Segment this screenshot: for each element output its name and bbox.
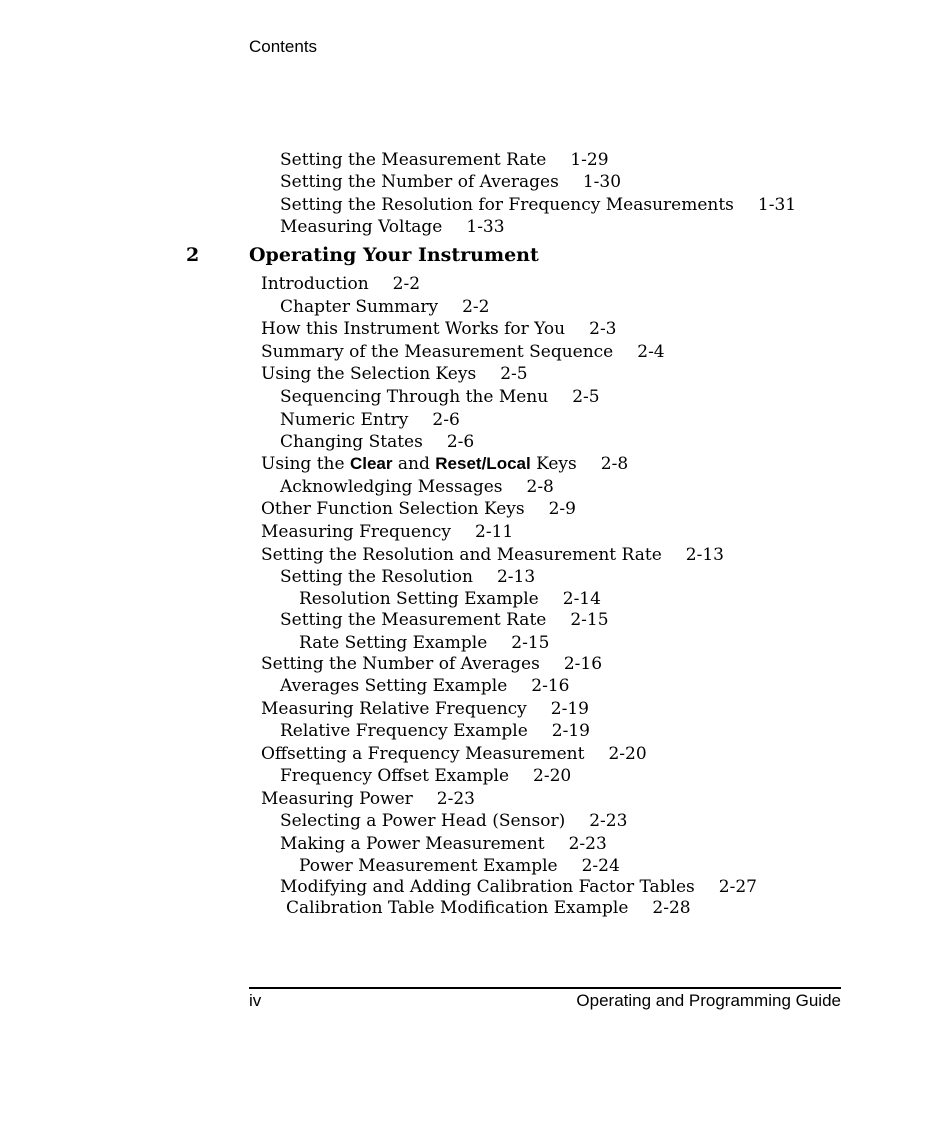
toc-entry-page: 2-9 — [548, 499, 576, 519]
toc-entry-page: 2-19 — [551, 721, 590, 741]
toc-entry-page: 2-13 — [496, 567, 536, 587]
toc-entry-title: Calibration Table Modification Example — [286, 898, 629, 918]
toc-entry-page: 2-14 — [562, 589, 601, 609]
toc-entry-page: 2-15 — [511, 633, 550, 653]
toc-entry — [280, 432, 474, 452]
toc-entry — [280, 477, 554, 497]
toc-entry — [261, 744, 647, 764]
toc-text-part: Using the — [261, 454, 350, 474]
toc-entry-title: Other Function Selection Keys — [261, 499, 525, 519]
toc-entry-page: 2-15 — [570, 610, 609, 630]
toc-entry — [261, 454, 628, 474]
toc-entry-title: Chapter Summary — [280, 297, 439, 317]
toc-entry-title: Introduction — [261, 274, 369, 294]
toc-entry-title: Resolution Setting Example — [299, 589, 539, 609]
toc-entry-page: 2-23 — [436, 789, 475, 809]
toc-entry — [261, 499, 576, 519]
toc-entry — [280, 610, 609, 630]
toc-entry-page: 2-3 — [589, 319, 617, 339]
toc-entry-title: Modifying and Adding Calibration Factor Tables — [280, 877, 695, 897]
toc-entry-page: 2-20 — [533, 766, 572, 786]
toc-entry-page: 2-2 — [392, 274, 421, 294]
toc-entry-title — [261, 454, 577, 474]
toc-entry-title: Setting the Resolution and Measurement Rate — [261, 545, 662, 565]
toc-entry-title: Setting the Measurement Rate — [280, 610, 547, 630]
toc-entry-title: Setting the Number of Averages — [280, 172, 559, 192]
toc-entry-page: 2-24 — [581, 856, 620, 876]
toc-entry — [261, 364, 528, 384]
toc-text-part: Keys — [530, 454, 577, 474]
toc-entry-page: 1-30 — [582, 172, 622, 192]
toc-entry-title: Offsetting a Frequency Measurement — [261, 744, 585, 764]
toc-text-part: and — [392, 454, 436, 474]
toc-entry — [280, 387, 600, 407]
toc-entry-page: 2-8 — [600, 454, 629, 474]
toc-entry — [280, 150, 609, 170]
toc-entry — [280, 217, 505, 237]
page-header: Contents — [249, 37, 318, 56]
toc-entry-title: Relative Frequency Example — [280, 721, 528, 741]
toc-entry-title: Using the Selection Keys — [261, 364, 477, 384]
toc-entry-title: Frequency Offset Example — [280, 766, 510, 786]
toc-entry — [280, 297, 490, 317]
toc-entry-page: 2-8 — [526, 477, 554, 497]
toc-entry-page: 2-23 — [568, 834, 607, 854]
clear-key-label: Clear — [349, 454, 393, 473]
toc-entry — [280, 676, 569, 696]
toc-entry — [280, 195, 796, 215]
toc-entry — [286, 898, 691, 918]
toc-entry-page: 2-6 — [432, 410, 460, 430]
toc-entry-title: Sequencing Through the Menu — [280, 387, 549, 407]
toc-entry-title: Rate Setting Example — [299, 633, 488, 653]
toc-entry-title: Numeric Entry — [280, 410, 409, 430]
toc-entry — [280, 172, 621, 192]
toc-entry — [261, 789, 475, 809]
toc-entry-page: 2-23 — [589, 811, 628, 831]
footer-page-number: iv — [249, 991, 262, 1010]
toc-entry-title: Making a Power Measurement — [280, 834, 545, 854]
toc-entry-title: Setting the Resolution for Frequency Measurements — [280, 195, 734, 215]
chapter-title: Operating Your Instrument — [249, 244, 539, 266]
toc-entry-title: Setting the Number of Averages — [261, 654, 540, 674]
reset-local-key-label: Reset/Local — [435, 454, 531, 473]
toc-entry — [299, 589, 601, 609]
toc-entry — [280, 811, 627, 831]
toc-entry — [299, 856, 620, 876]
toc-entry — [261, 319, 617, 339]
toc-entry-page: 2-16 — [563, 654, 603, 674]
toc-entry-page: 2-20 — [608, 744, 647, 764]
toc-entry — [261, 274, 420, 294]
toc-entry-title: Averages Setting Example — [280, 676, 508, 696]
toc-entry-title: Changing States — [280, 432, 423, 452]
toc-entry — [261, 654, 602, 674]
toc-entry-page: 2-27 — [718, 877, 757, 897]
toc-entry-page: 2-5 — [500, 364, 528, 384]
toc-entry-title: Power Measurement Example — [299, 856, 558, 876]
toc-entry-page: 1-33 — [466, 217, 505, 237]
toc-entry-page: 2-5 — [572, 387, 600, 407]
toc-entry-page: 2-6 — [446, 432, 475, 452]
toc-entry-title: Measuring Relative Frequency — [261, 699, 527, 719]
toc-entry — [280, 834, 607, 854]
toc-entry-title: Setting the Resolution — [280, 567, 473, 587]
toc-entry-page: 1-29 — [570, 150, 609, 170]
toc-entry — [280, 766, 571, 786]
toc-entry-title: How this Instrument Works for You — [261, 319, 566, 339]
footer-guide-title: Operating and Programming Guide — [576, 991, 841, 1010]
toc-entry-title: Acknowledging Messages — [280, 477, 503, 497]
toc-entry — [299, 633, 550, 653]
toc-entry-title: Selecting a Power Head (Sensor) — [280, 811, 566, 831]
toc-entry-title: Measuring Frequency — [261, 522, 452, 542]
toc-entry — [280, 877, 757, 897]
toc-entry-page: 2-16 — [531, 676, 570, 696]
toc-entry — [261, 342, 665, 362]
toc-entry-page: 1-31 — [757, 195, 797, 215]
toc-entry-page: 2-13 — [685, 545, 724, 565]
toc-entry — [261, 522, 513, 542]
toc-entry-page: 2-11 — [475, 522, 514, 542]
toc-entry-title: Summary of the Measurement Sequence — [261, 342, 614, 362]
toc-entry-title: Measuring Power — [261, 789, 413, 809]
footer-rule — [249, 987, 841, 989]
toc-entry-page: 2-2 — [462, 297, 490, 317]
toc-entry — [280, 567, 535, 587]
toc-entry — [280, 410, 460, 430]
toc-entry-page: 2-28 — [652, 898, 691, 918]
toc-entry-title: Measuring Voltage — [280, 217, 443, 237]
toc-entry — [280, 721, 590, 741]
toc-entry-page: 2-19 — [550, 699, 589, 719]
toc-entry-title: Setting the Measurement Rate — [280, 150, 547, 170]
chapter-number: 2 — [186, 244, 200, 266]
toc-entry — [261, 699, 589, 719]
toc-entry — [261, 545, 724, 565]
toc-entry-page: 2-4 — [637, 342, 665, 362]
